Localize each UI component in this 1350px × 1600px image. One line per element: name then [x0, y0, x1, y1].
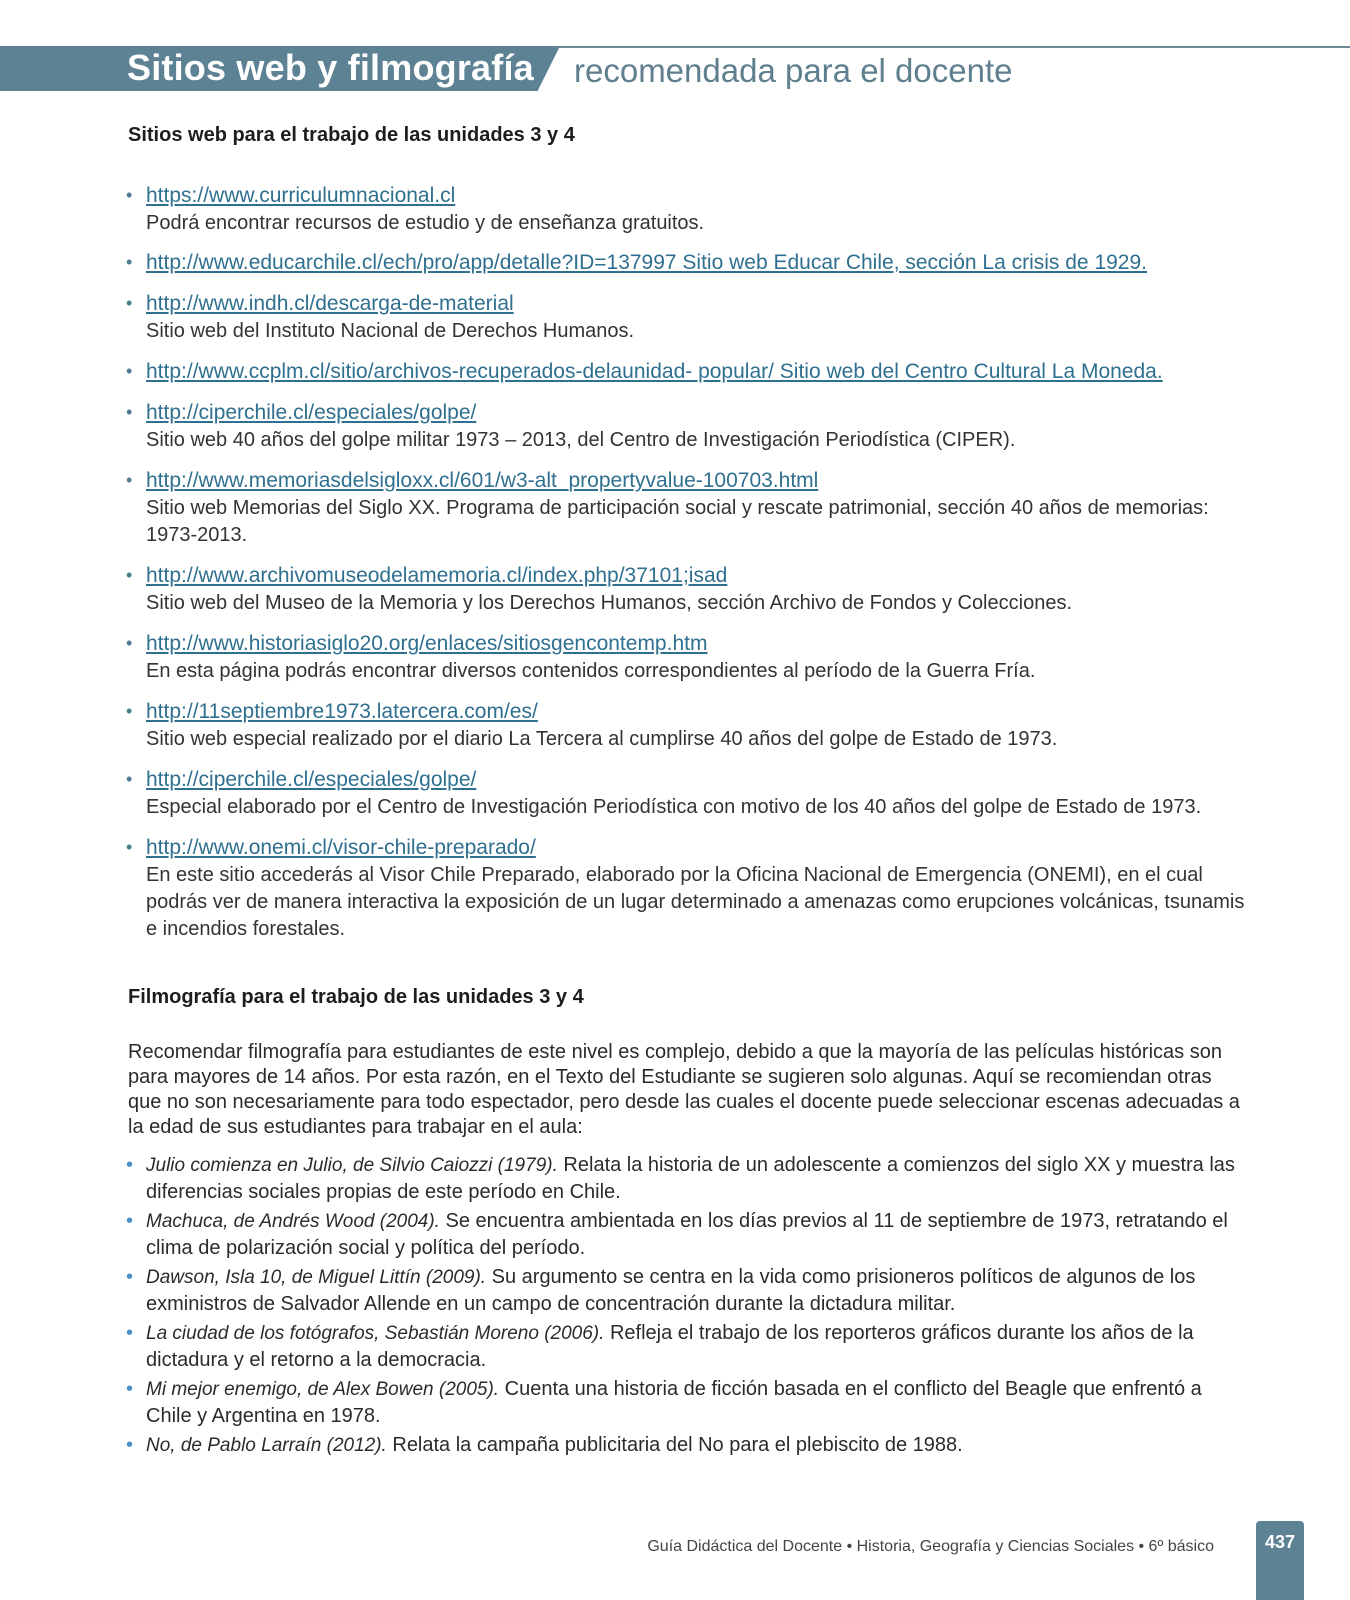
film-title: Machuca, de Andrés Wood (2004). [146, 1211, 440, 1232]
bullet-icon: • [126, 565, 133, 585]
bullet-icon: • [126, 293, 133, 313]
film-item [126, 1320, 1246, 1374]
film-title: Julio comienza en Julio, de Silvio Caiozzi (1979). [146, 1155, 558, 1176]
website-description: Sitio web del Museo de la Memoria y los Derechos Humanos, sección Archivo de Fondos y Colecciones. [146, 592, 1072, 614]
website-description: Sitio web especial realizado por el diario La Tercera al cumplirse 40 años del golpe de Estado de 1973. [146, 728, 1058, 750]
website-link[interactable]: http://www.archivomuseodelamemoria.cl/index.php/37101;isad [146, 564, 728, 587]
website-link[interactable]: http://www.educarchile.cl/ech/pro/app/detalle?ID=137997 Sitio web Educar Chile, sección La crisis de 1929. [146, 251, 1147, 274]
bullet-icon: • [126, 470, 133, 490]
bullet-icon: • [126, 633, 133, 653]
footer-text: Guía Didáctica del Docente • Historia, Geografía y Ciencias Sociales • 6º básico [647, 1538, 1214, 1555]
bullet-icon: • [126, 402, 133, 422]
film-description: Su argumento se centra en la vida como prisioneros políticos de algunos de los exministros de Salvador Allende en un campo de concentración durante la dictadura militar. [146, 1266, 1196, 1315]
website-link[interactable]: http://www.indh.cl/descarga-de-material [146, 292, 514, 315]
film-description: Cuenta una historia de ficción basada en el conflicto del Beagle que enfrentó a Chile y Argentina en 1978. [146, 1378, 1202, 1427]
bullet-icon: • [126, 185, 133, 205]
website-item [126, 290, 1246, 345]
page-number: 437 [1264, 1532, 1296, 1552]
film-item [126, 1152, 1246, 1206]
film-description: Refleja el trabajo de los reporteros gráficos durante los años de la dictadura y el retorno a la democracia. [146, 1322, 1194, 1371]
bullet-icon: • [126, 1378, 134, 1400]
website-link[interactable]: http://ciperchile.cl/especiales/golpe/ [146, 401, 477, 424]
website-item [126, 358, 1246, 386]
website-description: Podrá encontrar recursos de estudio y de enseñanza gratuitos. [146, 212, 705, 234]
film-description: Relata la historia de un adolescente a comienzos del siglo XX y muestra las diferencias sociales propias de este período en Chile. [146, 1154, 1235, 1203]
website-link[interactable]: http://www.historiasiglo20.org/enlaces/sitiosgencontemp.htm [146, 632, 708, 655]
bullet-icon: • [126, 1434, 134, 1456]
film-item [126, 1264, 1246, 1318]
website-link[interactable]: http://www.memoriasdelsigloxx.cl/601/w3-alt_propertyvalue-100703.html [146, 469, 819, 492]
filmography-heading: Filmografía para el trabajo de las unidades 3 y 4 [128, 986, 584, 1008]
websites-heading: Sitios web para el trabajo de las unidades 3 y 4 [128, 124, 575, 146]
bullet-icon: • [126, 252, 133, 272]
website-description: Especial elaborado por el Centro de Investigación Periodística con motivo de los 40 años del golpe de Estado de 1973. [146, 796, 1202, 818]
bullet-icon: • [126, 1322, 134, 1344]
bullet-icon: • [126, 1210, 134, 1232]
website-description: En este sitio accederás al Visor Chile Preparado, elaborado por la Oficina Nacional de Emergencia (ONEMI), en el cual podrás ver de manera interactiva la exposición de un lugar determinado a amenazas como erupciones volcánicas, tsunamis e incendios forestales. [146, 864, 1245, 940]
website-link[interactable]: http://11septiembre1973.latercera.com/es/ [146, 700, 538, 723]
film-item [126, 1432, 1246, 1459]
website-description: Sitio web del Instituto Nacional de Derechos Humanos. [146, 320, 635, 342]
website-link[interactable]: http://www.ccplm.cl/sitio/archivos-recuperados-delaunidad- popular/ Sitio web del Centro Cultural La Moneda. [146, 360, 1163, 383]
website-item [126, 630, 1246, 685]
bullet-icon: • [126, 1154, 134, 1176]
film-title: No, de Pablo Larraín (2012). [146, 1435, 387, 1456]
website-item [126, 182, 1246, 237]
filmography-intro: Recomendar filmografía para estudiantes de este nivel es complejo, debido a que la mayoría de las películas históricas son para mayores de 14 años. Por esta razón, en el Texto del Estudiante se sugieren solo algunas. Aquí se recomiendan otras que no son necesariamente para todo espectador, pero desde las cuales el docente puede seleccionar escenas adecuadas a la edad de sus estudiantes para trabajar en el aula: [128, 1041, 1240, 1138]
website-link[interactable]: http://ciperchile.cl/especiales/golpe/ [146, 768, 477, 791]
bullet-icon: • [126, 361, 133, 381]
website-link[interactable]: https://www.curriculumnacional.cl [146, 184, 456, 207]
website-item [126, 399, 1246, 454]
website-item [126, 562, 1246, 617]
website-description: Sitio web Memorias del Siglo XX. Programa de participación social y rescate patrimonial, sección 40 años de memorias: 1973-2013. [146, 497, 1209, 546]
films-list [126, 1152, 1246, 1459]
website-link[interactable]: http://www.onemi.cl/visor-chile-preparado/ [146, 836, 536, 859]
film-title: La ciudad de los fotógrafos, Sebastián Moreno (2006). [146, 1323, 605, 1344]
header-rule [540, 46, 1350, 48]
website-item [126, 467, 1246, 549]
film-description: Relata la campaña publicitaria del No para el plebiscito de 1988. [386, 1434, 963, 1456]
website-item [126, 766, 1246, 821]
website-description: En esta página podrás encontrar diversos contenidos correspondientes al período de la Guerra Fría. [146, 660, 1036, 682]
website-item [126, 834, 1246, 943]
film-title: Dawson, Isla 10, de Miguel Littín (2009). [146, 1267, 487, 1288]
website-item [126, 698, 1246, 753]
bullet-icon: • [126, 769, 133, 789]
film-title: Mi mejor enemigo, de Alex Bowen (2005). [146, 1379, 500, 1400]
website-item [126, 249, 1246, 277]
film-item [126, 1208, 1246, 1262]
page-subtitle: recomendada para el docente [574, 52, 1013, 89]
websites-list [126, 182, 1246, 943]
website-description: Sitio web 40 años del golpe militar 1973 – 2013, del Centro de Investigación Periodística (CIPER). [146, 429, 1016, 451]
bullet-icon: • [126, 837, 133, 857]
page-title: Sitios web y filmografía [127, 47, 534, 88]
bullet-icon: • [126, 1266, 134, 1288]
bullet-icon: • [126, 701, 133, 721]
film-description: Se encuentra ambientada en los días previos al 11 de septiembre de 1973, retratando el clima de polarización social y política del período. [146, 1210, 1228, 1259]
film-item [126, 1376, 1246, 1430]
